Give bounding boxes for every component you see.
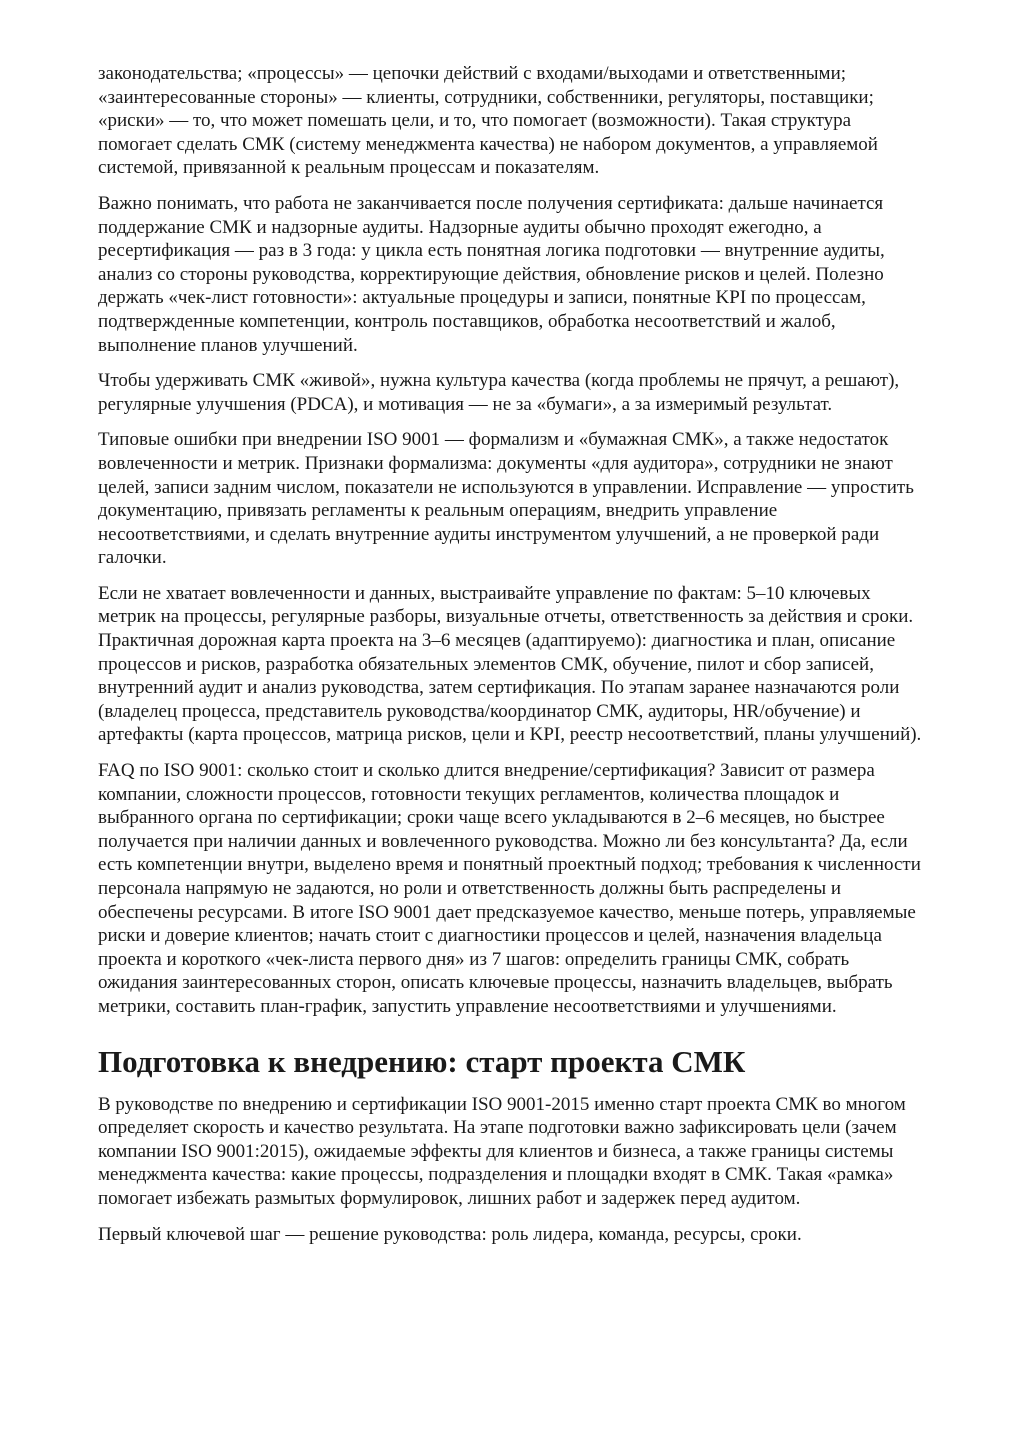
section-heading: Подготовка к внедрению: старт проекта СМК bbox=[98, 1043, 746, 1079]
paragraph-quality-culture: Чтобы удерживать СМК «живой», нужна культура качества (когда проблемы не прячут, а решают), регулярные улучшения (PDCA), и мотивация — не за «бумаги», а за измеримый результат. bbox=[98, 370, 900, 415]
paragraph-typical-mistakes: Типовые ошибки при внедрении ISO 9001 — формализм и «бумажная СМК», а также недостаток вовлеченности и метрик. Признаки формализма: документы «для аудитора», сотрудники не знают целей, записи задним числом, показатели не используются в управлении. Исправление — упростить документацию, привязать регламенты к реальным операциям, внедрить управление несоответствиями, и сделать внутренние аудиты инструментом улучшений, а не проверкой ради галочки. bbox=[98, 429, 914, 569]
paragraph-legislation-processes: законодательства; «процессы» — цепочки действий с входами/выходами и ответственными; «заинтересованные стороны» — клиенты, сотрудники, собственники, регуляторы, поставщики; «риски» — то, что может помешать цели, и то, что помогает (возможности). Такая структура помогает сделать СМК (систему менеджмента качества) не набором документов, а управляемой системой, привязанной к реальным процессам и показателям. bbox=[98, 63, 878, 179]
paragraph-project-start: В руководстве по внедрению и сертификации ISO 9001-2015 именно старт проекта СМК во многом определяет скорость и качество результата. На этапе подготовки важно зафиксировать цели (зачем компании ISO 9001:2015), ожидаемые эффекты для клиентов и бизнеса, а также границы системы менеджмента качества: какие процессы, подразделения и площадки входят в СМК. Такая «рамка» помогает избежать размытых формулировок, лишних работ и задержек перед аудитом. bbox=[98, 1093, 906, 1209]
paragraph-certification-maintenance: Важно понимать, что работа не заканчивается после получения сертификата: дальше начинается поддержание СМК и надзорные аудиты. Надзорные аудиты обычно проходят ежегодно, а ресертификация — раз в 3 года: у цикла есть понятная логика подготовки — внутренние аудиты, анализ со стороны руководства, корректирующие действия, обновление рисков и целей. Полезно держать «чек-лист готовности»: актуальные процедуры и записи, понятные KPI по процессам, подтвержденные компетенции, контроль поставщиков, обработка несоответствий и жалоб, выполнение планов улучшений. bbox=[98, 192, 885, 356]
paragraph-faq: FAQ по ISO 9001: сколько стоит и сколько длится внедрение/сертификация? Зависит от размера компании, сложности процессов, готовности текущих регламентов, количества площадок и выбранного органа по сертификации; сроки чаще всего укладываются в 2–6 месяцев, но быстрее получается при наличии данных и вовлеченного руководства. Можно ли без консультанта? Да, если есть компетенции внутри, выделено время и понятный проектный подход; требования к численности персонала напрямую не задаются, но роли и ответственность должны быть распределены и обеспечены ресурсами. В итоге ISO 9001 дает предсказуемое качество, меньше потерь, управляемые риски и доверие клиентов; начать стоит с диагностики процессов и целей, назначения владельца проекта и короткого «чек-листа первого дня» из 7 шагов: определить границы СМК, собрать ожидания заинтересованных сторон, описать ключевые процессы, назначить владельцев, выбрать метрики, составить план-график, запустить управление несоответствиями и улучшениями. bbox=[98, 760, 921, 1017]
paragraph-first-step: Первый ключевой шаг — решение руководства: роль лидера, команда, ресурсы, сроки. bbox=[98, 1223, 802, 1245]
document-page bbox=[98, 62, 928, 1258]
paragraph-roadmap: Если не хватает вовлеченности и данных, выстраивайте управление по фактам: 5–10 ключевых метрик на процессы, регулярные разборы, визуальные отчеты, ответственность за действия и сроки. Практичная дорожная карта проекта на 3–6 месяцев (адаптируемо): диагностика и план, описание процессов и рисков, разработка обязательных элементов СМК, обучение, пилот и сбор записей, внутренний аудит и анализ руководства, затем сертификация. По этапам заранее назначаются роли (владелец процесса, представитель руководства/координатор СМК, аудиторы, HR/обучение) и артефакты (карта процессов, матрица рисков, цели и KPI, реестр несоответствий, планы улучшений). bbox=[98, 582, 922, 746]
